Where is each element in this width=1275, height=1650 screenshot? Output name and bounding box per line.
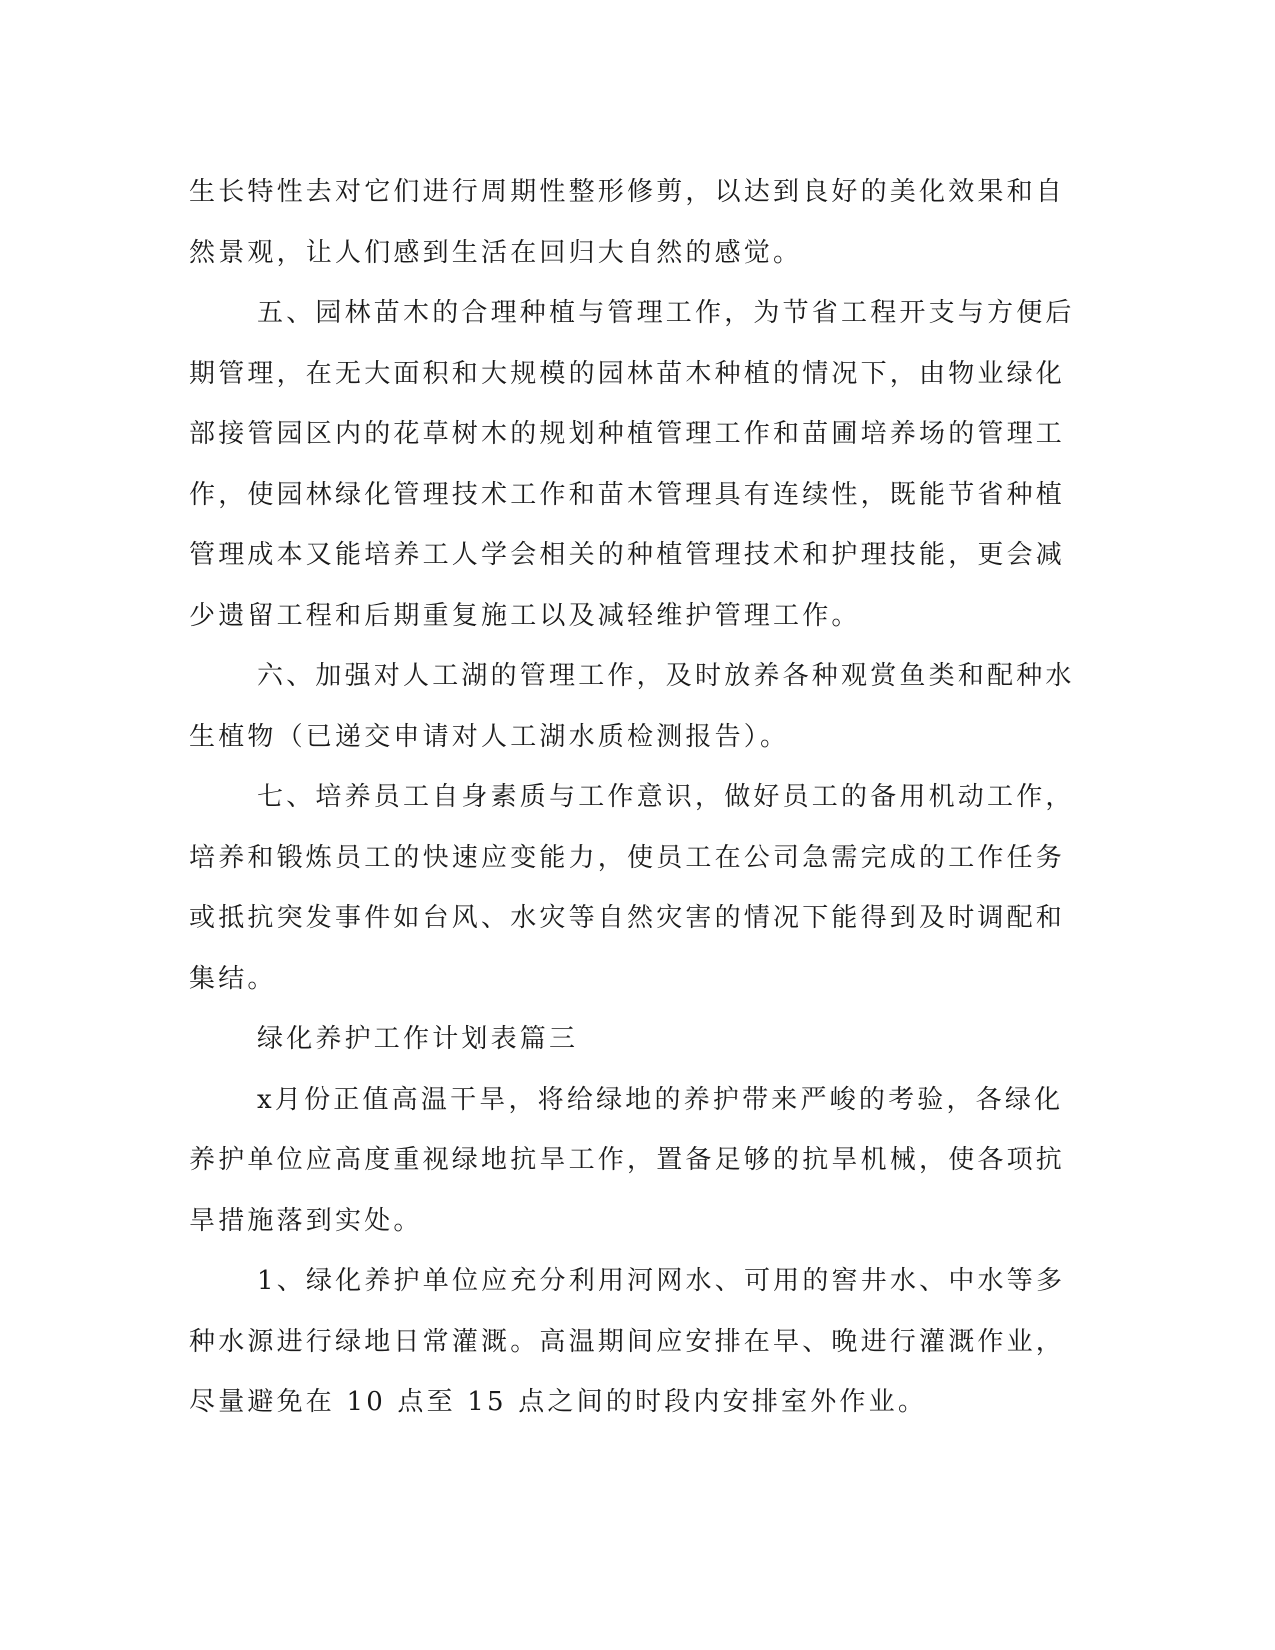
- text-line: 期管理，在无大面积和大规模的园林苗木种植的情况下，由物业绿化: [189, 358, 1066, 389]
- paragraph-p2: [189, 283, 1079, 646]
- text-line: 养护单位应高度重视绿地抗旱工作，置备足够的抗旱机械，使各项抗: [189, 1145, 1066, 1175]
- text-line: 五、园林苗木的合理种植与管理工作，为节省工程开支与方便后: [257, 298, 1075, 328]
- text-line: 生植物（已递交申请对人工湖水质检测报告）。: [189, 721, 790, 752]
- paragraph-p1: [189, 162, 1079, 283]
- text-line: 或抵抗突发事件如台风、水灾等自然灾害的情况下能得到及时调配和: [189, 903, 1066, 933]
- text-line: 绿化养护工作计划表篇三: [257, 1024, 579, 1054]
- text-line: 1、绿化养护单位应充分利用河网水、可用的窖井水、中水等多: [257, 1266, 1066, 1296]
- text-line: 旱措施落到实处。: [189, 1205, 423, 1236]
- text-line: 七、培养员工自身素质与工作意识，做好员工的备用机动工作，: [257, 782, 1075, 812]
- paragraph-p3: [189, 646, 1079, 767]
- paragraph-p7: [189, 1251, 1079, 1433]
- text-line: 作，使园林绿化管理技术工作和苗木管理具有连续性，既能节省种植: [189, 479, 1066, 510]
- document-body: [189, 162, 1079, 1433]
- text-line: 少遗留工程和后期重复施工以及减轻维护管理工作。: [189, 600, 861, 631]
- text-line: 生长特性去对它们进行周期性整形修剪，以达到良好的美化效果和自: [189, 177, 1066, 207]
- paragraph-p6: [189, 1070, 1079, 1252]
- text-line: 然景观，让人们感到生活在回归大自然的感觉。: [189, 237, 803, 268]
- text-line: 尽量避免在 10 点至 15 点之间的时段内安排室外作业。: [189, 1387, 928, 1417]
- section-heading: [189, 1009, 1079, 1070]
- text-line: 部接管园区内的花草树木的规划种植管理工作和苗圃培养场的管理工: [189, 419, 1066, 449]
- text-line: x月份正值高温干旱，将给绿地的养护带来严峻的考验，各绿化: [257, 1084, 1064, 1115]
- paragraph-p4: [189, 767, 1079, 1009]
- text-line: 集结。: [189, 963, 277, 994]
- text-line: 管理成本又能培养工人学会相关的种植管理技术和护理技能，更会减: [189, 540, 1066, 570]
- text-line: 培养和锻炼员工的快速应变能力，使员工在公司急需完成的工作任务: [189, 842, 1066, 873]
- text-line: 六、加强对人工湖的管理工作，及时放养各种观赏鱼类和配种水: [257, 661, 1075, 691]
- text-line: 种水源进行绿地日常灌溉。高温期间应安排在早、晚进行灌溉作业，: [189, 1326, 1066, 1357]
